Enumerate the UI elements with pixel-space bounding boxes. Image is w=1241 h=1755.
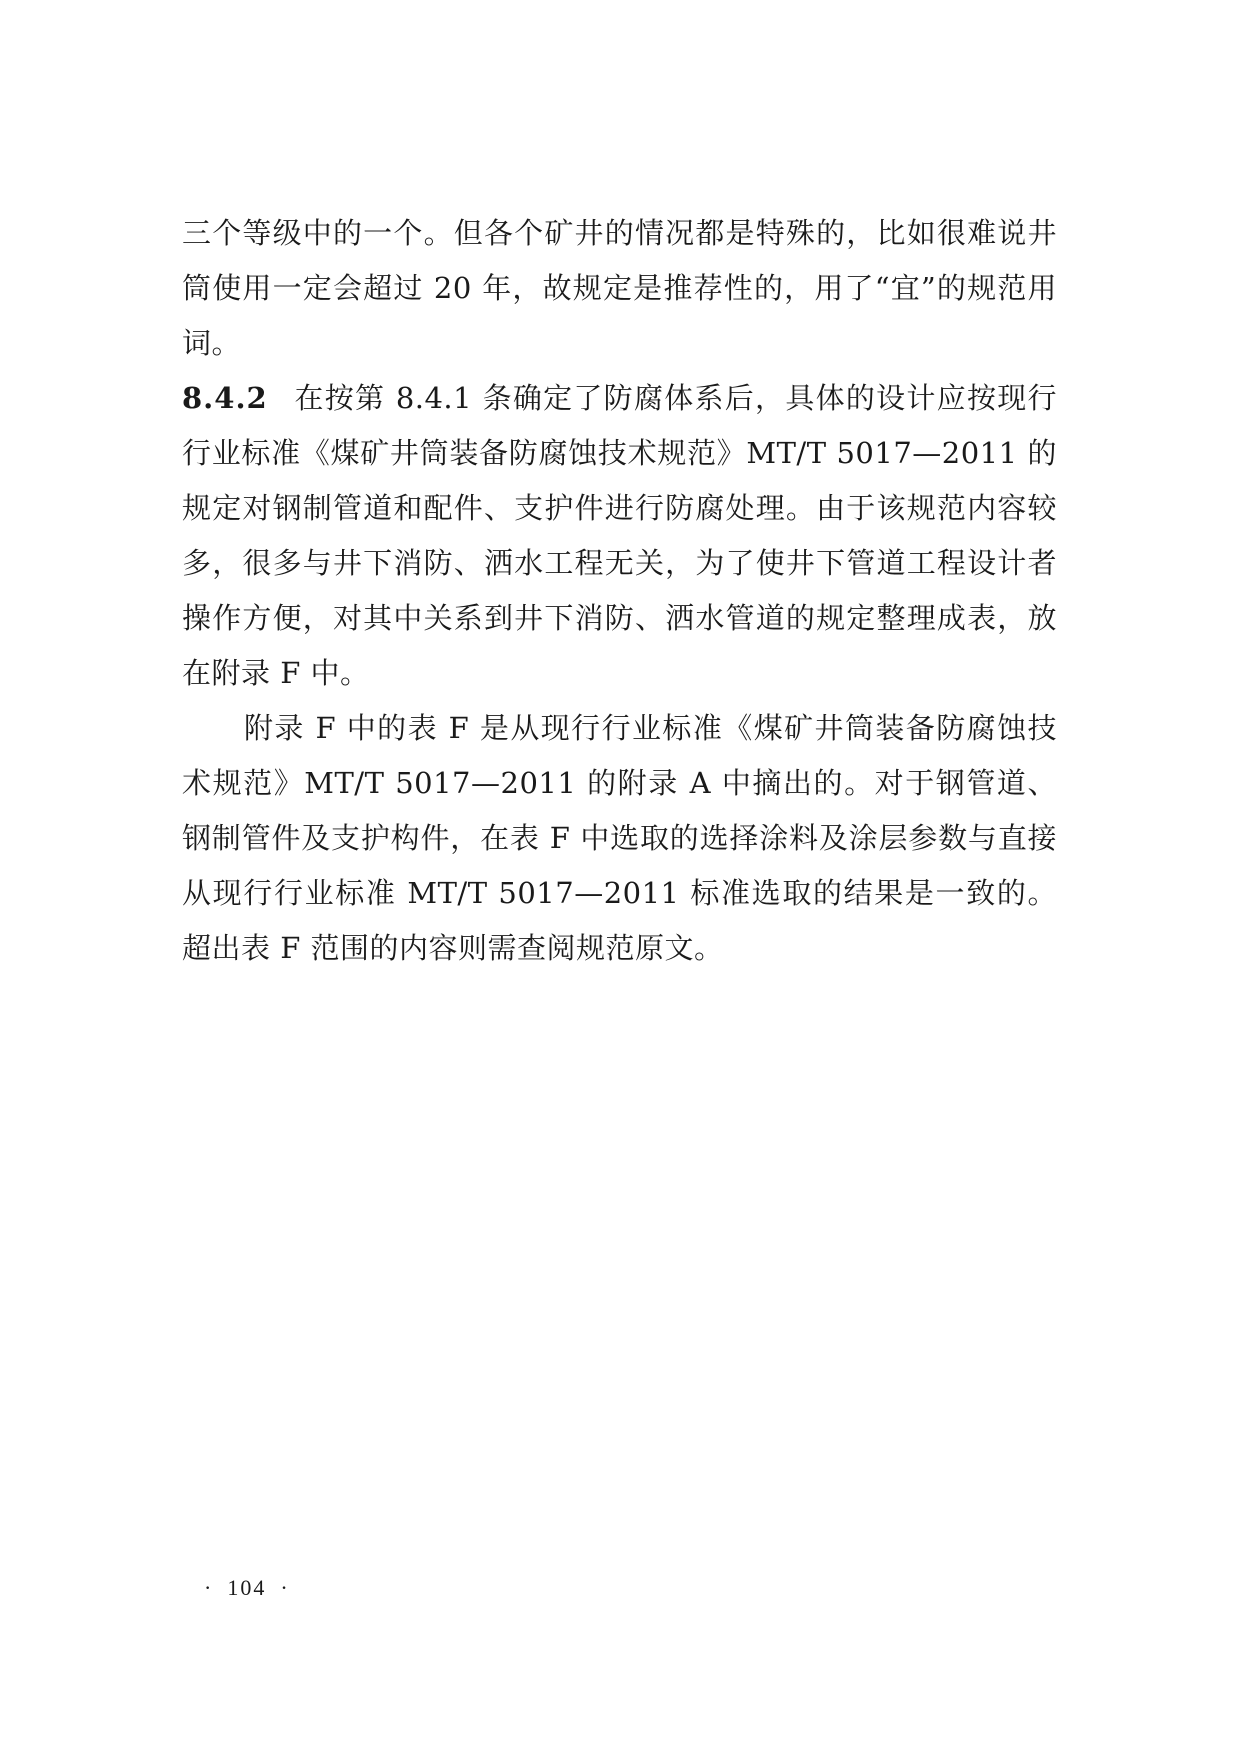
page-number-dot-right: · xyxy=(280,1575,290,1600)
page-number: 104 xyxy=(227,1575,267,1600)
page-number-dot-left: · xyxy=(204,1575,214,1600)
paragraph-clause-8-4-2 xyxy=(182,371,1057,701)
paragraph-text: 附录 F 中的表 F 是从现行行业标准《煤矿井筒装备防腐蚀技术规范》MT/T 5017—2011 的附录 A 中摘出的。对于钢管道、钢制管件及支护构件，在表 F 中选取的选择涂料及涂层参数与直接从现行行业标准 MT/T 5017—2011 标准选取的结果是一致的。超出表 F 范围的内容则需查阅规范原文。 xyxy=(182,711,1057,965)
page-number-footer xyxy=(190,1575,304,1601)
paragraph-text: 在按第 8.4.1 条确定了防腐体系后，具体的设计应按现行行业标准《煤矿井筒装备防腐蚀技术规范》MT/T 5017—2011 的规定对钢制管道和配件、支护件进行防腐处理。由于该规范内容较多，很多与井下消防、洒水工程无关，为了使井下管道工程设计者操作方便，对其中关系到井下消防、洒水管道的规定整理成表，放在附录 F 中。 xyxy=(182,381,1057,690)
paragraph-text: 三个等级中的一个。但各个矿井的情况都是特殊的，比如很难说井筒使用一定会超过 20 年，故规定是推荐性的，用了“宜”的规范用词。 xyxy=(182,216,1057,360)
body-text xyxy=(182,206,1057,976)
clause-number: 8.4.2 xyxy=(182,381,268,415)
paragraph-continuation xyxy=(182,206,1057,371)
paragraph-appendix-f xyxy=(182,701,1057,976)
